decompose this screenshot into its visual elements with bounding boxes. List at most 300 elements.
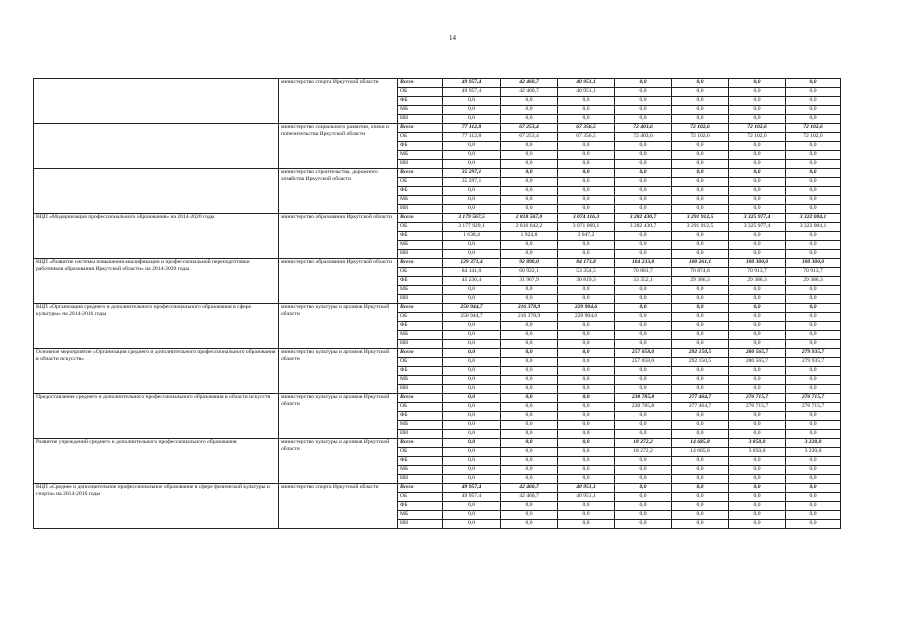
amount-cell: 0,0 bbox=[615, 295, 672, 304]
amount-cell: 0,0 bbox=[443, 97, 501, 106]
amount-cell: 3 282 430,7 bbox=[615, 214, 672, 223]
amount-cell: 0,0 bbox=[729, 295, 786, 304]
funding-source-cell: ОБ bbox=[398, 268, 443, 277]
amount-cell: 0,0 bbox=[672, 250, 729, 259]
amount-cell: 3 325 977,4 bbox=[729, 223, 786, 232]
amount-cell: 0,0 bbox=[558, 502, 615, 511]
amount-cell: 238 785,8 bbox=[615, 403, 672, 412]
funding-source-cell: ОБ bbox=[398, 223, 443, 232]
amount-cell: 0,0 bbox=[443, 331, 501, 340]
amount-cell: 72 102,6 bbox=[786, 133, 841, 142]
amount-cell: 0,0 bbox=[672, 475, 729, 484]
amount-cell: 0,0 bbox=[672, 304, 729, 313]
amount-cell: 0,0 bbox=[501, 448, 558, 457]
table-row bbox=[34, 304, 841, 313]
funding-source-cell: ОБ bbox=[398, 133, 443, 142]
funding-source-cell: Всего bbox=[398, 169, 443, 178]
program-name-cell: Основное мероприятие «Организация среднего и дополнительного профессионального образования в области искусств» bbox=[34, 349, 279, 394]
amount-cell: 0,0 bbox=[501, 466, 558, 475]
amount-cell: 0,0 bbox=[786, 457, 841, 466]
amount-cell: 0,0 bbox=[729, 484, 786, 493]
amount-cell: 0,0 bbox=[558, 439, 615, 448]
amount-cell: 0,0 bbox=[443, 502, 501, 511]
amount-cell: 0,0 bbox=[615, 502, 672, 511]
amount-cell: 0,0 bbox=[558, 511, 615, 520]
amount-cell: 0,0 bbox=[558, 142, 615, 151]
amount-cell: 0,0 bbox=[501, 475, 558, 484]
amount-cell: 0,0 bbox=[729, 466, 786, 475]
funding-source-cell: МБ bbox=[398, 286, 443, 295]
program-name-cell: ВЦП «Среднее и дополнительное профессиональное образование в сфере физической культуры и спорта» на 2014-2016 годы bbox=[34, 484, 279, 529]
amount-cell: 49 957,4 bbox=[443, 493, 501, 502]
amount-cell: 0,0 bbox=[729, 457, 786, 466]
funding-source-cell: ОБ bbox=[398, 493, 443, 502]
amount-cell: 0,0 bbox=[501, 250, 558, 259]
amount-cell: 0,0 bbox=[672, 205, 729, 214]
amount-cell: 0,0 bbox=[615, 457, 672, 466]
amount-cell: 0,0 bbox=[615, 331, 672, 340]
amount-cell: 100 261,1 bbox=[672, 259, 729, 268]
executor-cell: министерство культуры и архивов Иркутской области bbox=[279, 349, 398, 394]
funding-source-cell: ОБ bbox=[398, 88, 443, 97]
amount-cell: 0,0 bbox=[672, 376, 729, 385]
amount-cell: 0,0 bbox=[729, 421, 786, 430]
amount-cell: 3 074 116,3 bbox=[558, 214, 615, 223]
amount-cell: 0,0 bbox=[558, 457, 615, 466]
amount-cell: 0,0 bbox=[786, 169, 841, 178]
amount-cell: 0,0 bbox=[558, 349, 615, 358]
amount-cell: 0,0 bbox=[558, 466, 615, 475]
amount-cell: 0,0 bbox=[615, 313, 672, 322]
amount-cell: 0,0 bbox=[729, 385, 786, 394]
amount-cell: 0,0 bbox=[443, 439, 501, 448]
amount-cell: 0,0 bbox=[729, 367, 786, 376]
amount-cell: 0,0 bbox=[786, 97, 841, 106]
table-row bbox=[34, 349, 841, 358]
amount-cell: 3 177 929,1 bbox=[443, 223, 501, 232]
amount-cell: 0,0 bbox=[501, 367, 558, 376]
amount-cell: 3 850,0 bbox=[729, 448, 786, 457]
amount-cell: 0,0 bbox=[672, 421, 729, 430]
amount-cell: 42 460,7 bbox=[501, 493, 558, 502]
amount-cell: 0,0 bbox=[729, 322, 786, 331]
amount-cell: 0,0 bbox=[786, 322, 841, 331]
amount-cell: 280 565,7 bbox=[729, 349, 786, 358]
amount-cell: 238 785,8 bbox=[615, 394, 672, 403]
amount-cell: 0,0 bbox=[786, 232, 841, 241]
funding-source-cell: ИИ bbox=[398, 475, 443, 484]
amount-cell: 0,0 bbox=[443, 358, 501, 367]
table-row bbox=[34, 79, 841, 88]
amount-cell: 0,0 bbox=[615, 196, 672, 205]
funding-source-cell: ФБ bbox=[398, 502, 443, 511]
amount-cell: 0,0 bbox=[501, 520, 558, 529]
amount-cell: 0,0 bbox=[558, 106, 615, 115]
amount-cell: 0,0 bbox=[615, 106, 672, 115]
funding-source-cell: ФБ bbox=[398, 457, 443, 466]
amount-cell: 0,0 bbox=[786, 151, 841, 160]
table-row bbox=[34, 169, 841, 178]
amount-cell: 0,0 bbox=[672, 430, 729, 439]
executor-cell: министерство культуры и архивов Иркутской области bbox=[279, 304, 398, 349]
amount-cell: 0,0 bbox=[501, 403, 558, 412]
amount-cell: 0,0 bbox=[558, 169, 615, 178]
amount-cell: 70 881,7 bbox=[615, 268, 672, 277]
amount-cell: 0,0 bbox=[443, 367, 501, 376]
amount-cell: 0,0 bbox=[615, 385, 672, 394]
amount-cell: 14 685,8 bbox=[672, 448, 729, 457]
amount-cell: 0,0 bbox=[501, 196, 558, 205]
amount-cell: 0,0 bbox=[615, 430, 672, 439]
amount-cell: 0,0 bbox=[729, 250, 786, 259]
amount-cell: 29 386,3 bbox=[729, 277, 786, 286]
amount-cell: 0,0 bbox=[615, 484, 672, 493]
amount-cell: 0,0 bbox=[786, 313, 841, 322]
amount-cell: 0,0 bbox=[501, 241, 558, 250]
amount-cell: 0,0 bbox=[729, 97, 786, 106]
amount-cell: 0,0 bbox=[443, 142, 501, 151]
amount-cell: 67 253,4 bbox=[501, 124, 558, 133]
amount-cell: 0,0 bbox=[729, 187, 786, 196]
amount-cell: 0,0 bbox=[443, 160, 501, 169]
amount-cell: 0,0 bbox=[786, 79, 841, 88]
amount-cell: 0,0 bbox=[615, 376, 672, 385]
funding-source-cell: ФБ bbox=[398, 232, 443, 241]
funding-source-cell: МБ bbox=[398, 421, 443, 430]
amount-cell: 0,0 bbox=[501, 169, 558, 178]
amount-cell: 77 112,8 bbox=[443, 124, 501, 133]
amount-cell: 0,0 bbox=[558, 97, 615, 106]
amount-cell: 0,0 bbox=[501, 421, 558, 430]
funding-source-cell: ФБ bbox=[398, 142, 443, 151]
amount-cell: 0,0 bbox=[729, 241, 786, 250]
amount-cell: 0,0 bbox=[501, 187, 558, 196]
amount-cell: 0,0 bbox=[786, 520, 841, 529]
amount-cell: 257 058,0 bbox=[615, 358, 672, 367]
amount-cell: 0,0 bbox=[729, 286, 786, 295]
table-row bbox=[34, 439, 841, 448]
amount-cell: 277 464,7 bbox=[672, 394, 729, 403]
amount-cell: 0,0 bbox=[672, 322, 729, 331]
amount-cell: 276 715,7 bbox=[786, 403, 841, 412]
amount-cell: 0,0 bbox=[558, 430, 615, 439]
program-name-cell: ВЦП «Модернизация профессионального образования» на 2014-2020 годы bbox=[34, 214, 279, 259]
amount-cell: 0,0 bbox=[786, 160, 841, 169]
amount-cell: 3 047,2 bbox=[558, 232, 615, 241]
amount-cell: 70 913,7 bbox=[729, 268, 786, 277]
amount-cell: 0,0 bbox=[672, 340, 729, 349]
amount-cell: 0,0 bbox=[729, 502, 786, 511]
amount-cell: 0,0 bbox=[615, 169, 672, 178]
amount-cell: 0,0 bbox=[672, 106, 729, 115]
amount-cell: 100 300,0 bbox=[729, 259, 786, 268]
amount-cell: 0,0 bbox=[672, 484, 729, 493]
amount-cell: 104 233,8 bbox=[615, 259, 672, 268]
funding-table bbox=[33, 78, 841, 529]
amount-cell: 45 230,4 bbox=[443, 277, 501, 286]
amount-cell: 0,0 bbox=[786, 412, 841, 421]
amount-cell: 18 272,2 bbox=[615, 448, 672, 457]
amount-cell: 277 464,7 bbox=[672, 403, 729, 412]
amount-cell: 0,0 bbox=[729, 430, 786, 439]
amount-cell: 0,0 bbox=[729, 376, 786, 385]
amount-cell: 0,0 bbox=[501, 142, 558, 151]
amount-cell: 0,0 bbox=[672, 187, 729, 196]
amount-cell: 0,0 bbox=[501, 412, 558, 421]
amount-cell: 0,0 bbox=[672, 412, 729, 421]
amount-cell: 0,0 bbox=[558, 376, 615, 385]
funding-source-cell: Всего bbox=[398, 259, 443, 268]
funding-source-cell: ФБ bbox=[398, 412, 443, 421]
table-row bbox=[34, 259, 841, 268]
amount-cell: 72 102,6 bbox=[729, 124, 786, 133]
program-name-cell bbox=[34, 124, 279, 169]
amount-cell: 0,0 bbox=[443, 241, 501, 250]
amount-cell: 0,0 bbox=[729, 142, 786, 151]
amount-cell: 0,0 bbox=[672, 286, 729, 295]
amount-cell: 3 220,0 bbox=[786, 439, 841, 448]
amount-cell: 0,0 bbox=[672, 502, 729, 511]
funding-source-cell: ОБ bbox=[398, 448, 443, 457]
amount-cell: 0,0 bbox=[443, 349, 501, 358]
amount-cell: 0,0 bbox=[729, 331, 786, 340]
amount-cell: 0,0 bbox=[615, 79, 672, 88]
amount-cell: 0,0 bbox=[443, 466, 501, 475]
amount-cell: 3 291 912,5 bbox=[672, 214, 729, 223]
amount-cell: 0,0 bbox=[501, 286, 558, 295]
amount-cell: 0,0 bbox=[786, 331, 841, 340]
amount-cell: 0,0 bbox=[443, 412, 501, 421]
amount-cell: 0,0 bbox=[558, 187, 615, 196]
amount-cell: 3 322 004,1 bbox=[786, 223, 841, 232]
amount-cell: 0,0 bbox=[501, 394, 558, 403]
amount-cell: 0,0 bbox=[443, 187, 501, 196]
amount-cell: 40 951,1 bbox=[558, 79, 615, 88]
amount-cell: 3 071 069,1 bbox=[558, 223, 615, 232]
amount-cell: 0,0 bbox=[615, 520, 672, 529]
amount-cell: 0,0 bbox=[786, 484, 841, 493]
amount-cell: 0,0 bbox=[615, 367, 672, 376]
amount-cell: 0,0 bbox=[729, 475, 786, 484]
amount-cell: 0,0 bbox=[558, 358, 615, 367]
amount-cell: 72 102,6 bbox=[786, 124, 841, 133]
amount-cell: 72 403,6 bbox=[615, 124, 672, 133]
amount-cell: 0,0 bbox=[615, 142, 672, 151]
amount-cell: 0,0 bbox=[672, 151, 729, 160]
amount-cell: 0,0 bbox=[729, 205, 786, 214]
amount-cell: 0,0 bbox=[615, 304, 672, 313]
amount-cell: 0,0 bbox=[729, 313, 786, 322]
amount-cell: 0,0 bbox=[443, 151, 501, 160]
amount-cell: 0,0 bbox=[501, 430, 558, 439]
amount-cell: 0,0 bbox=[672, 196, 729, 205]
funding-source-cell: ИИ bbox=[398, 340, 443, 349]
amount-cell: 0,0 bbox=[443, 475, 501, 484]
amount-cell: 0,0 bbox=[558, 403, 615, 412]
amount-cell: 30 819,3 bbox=[558, 277, 615, 286]
amount-cell: 0,0 bbox=[558, 241, 615, 250]
amount-cell: 0,0 bbox=[786, 106, 841, 115]
amount-cell: 0,0 bbox=[443, 106, 501, 115]
amount-cell: 0,0 bbox=[729, 106, 786, 115]
amount-cell: 0,0 bbox=[558, 367, 615, 376]
amount-cell: 0,0 bbox=[672, 313, 729, 322]
funding-source-cell: ФБ bbox=[398, 97, 443, 106]
amount-cell: 3 220,0 bbox=[786, 448, 841, 457]
amount-cell: 40 951,1 bbox=[558, 493, 615, 502]
amount-cell: 0,0 bbox=[443, 457, 501, 466]
amount-cell: 0,0 bbox=[443, 250, 501, 259]
funding-source-cell: Всего bbox=[398, 124, 443, 133]
funding-source-cell: ИИ bbox=[398, 385, 443, 394]
amount-cell: 0,0 bbox=[558, 475, 615, 484]
amount-cell: 276 715,7 bbox=[729, 403, 786, 412]
amount-cell: 0,0 bbox=[558, 385, 615, 394]
amount-cell: 67 253,4 bbox=[501, 133, 558, 142]
amount-cell: 42 460,7 bbox=[501, 79, 558, 88]
amount-cell: 216 378,9 bbox=[501, 313, 558, 322]
funding-source-cell: ФБ bbox=[398, 187, 443, 196]
amount-cell: 29 386,3 bbox=[786, 277, 841, 286]
amount-cell: 229 904,6 bbox=[558, 313, 615, 322]
amount-cell: 0,0 bbox=[786, 367, 841, 376]
amount-cell: 0,0 bbox=[615, 205, 672, 214]
amount-cell: 0,0 bbox=[786, 493, 841, 502]
amount-cell: 0,0 bbox=[558, 340, 615, 349]
amount-cell: 0,0 bbox=[443, 376, 501, 385]
amount-cell: 3 325 977,4 bbox=[729, 214, 786, 223]
amount-cell: 42 460,7 bbox=[501, 484, 558, 493]
amount-cell: 0,0 bbox=[443, 286, 501, 295]
executor-cell: министерство образования Иркутской области bbox=[279, 214, 398, 259]
amount-cell: 70 874,8 bbox=[672, 268, 729, 277]
amount-cell: 229 904,6 bbox=[558, 304, 615, 313]
amount-cell: 292 150,5 bbox=[672, 358, 729, 367]
amount-cell: 0,0 bbox=[501, 385, 558, 394]
amount-cell: 276 715,7 bbox=[786, 394, 841, 403]
amount-cell: 0,0 bbox=[672, 241, 729, 250]
amount-cell: 0,0 bbox=[443, 421, 501, 430]
funding-source-cell: Всего bbox=[398, 304, 443, 313]
amount-cell: 40 951,1 bbox=[558, 88, 615, 97]
amount-cell: 0,0 bbox=[558, 178, 615, 187]
amount-cell: 0,0 bbox=[443, 430, 501, 439]
amount-cell: 1 638,4 bbox=[443, 232, 501, 241]
amount-cell: 0,0 bbox=[558, 331, 615, 340]
amount-cell: 0,0 bbox=[501, 151, 558, 160]
amount-cell: 0,0 bbox=[672, 88, 729, 97]
amount-cell: 0,0 bbox=[501, 358, 558, 367]
amount-cell: 0,0 bbox=[672, 511, 729, 520]
executor-cell: министерство образования Иркутской области bbox=[279, 259, 398, 304]
amount-cell: 0,0 bbox=[501, 295, 558, 304]
amount-cell: 0,0 bbox=[615, 412, 672, 421]
amount-cell: 31 967,9 bbox=[501, 277, 558, 286]
amount-cell: 49 957,4 bbox=[443, 484, 501, 493]
amount-cell: 0,0 bbox=[558, 520, 615, 529]
amount-cell: 216 378,9 bbox=[501, 304, 558, 313]
executor-cell: министерство спорта Иркутской области bbox=[279, 484, 398, 529]
amount-cell: 0,0 bbox=[786, 115, 841, 124]
amount-cell: 0,0 bbox=[729, 115, 786, 124]
amount-cell: 0,0 bbox=[672, 97, 729, 106]
amount-cell: 2 818 567,0 bbox=[501, 214, 558, 223]
amount-cell: 0,0 bbox=[786, 187, 841, 196]
amount-cell: 0,0 bbox=[729, 79, 786, 88]
amount-cell: 0,0 bbox=[672, 367, 729, 376]
program-name-cell bbox=[34, 169, 279, 214]
amount-cell: 0,0 bbox=[729, 493, 786, 502]
funding-source-cell: ОБ bbox=[398, 313, 443, 322]
amount-cell: 0,0 bbox=[615, 421, 672, 430]
amount-cell: 0,0 bbox=[786, 376, 841, 385]
amount-cell: 0,0 bbox=[615, 115, 672, 124]
amount-cell: 0,0 bbox=[672, 160, 729, 169]
amount-cell: 0,0 bbox=[615, 151, 672, 160]
amount-cell: 0,0 bbox=[501, 331, 558, 340]
amount-cell: 0,0 bbox=[558, 412, 615, 421]
amount-cell: 0,0 bbox=[501, 205, 558, 214]
amount-cell: 0,0 bbox=[558, 151, 615, 160]
program-name-cell: Развитие учреждений среднего и дополнительного профессионального образования bbox=[34, 439, 279, 484]
amount-cell: 0,0 bbox=[672, 493, 729, 502]
amount-cell: 0,0 bbox=[501, 376, 558, 385]
funding-source-cell: ИИ bbox=[398, 160, 443, 169]
amount-cell: 77 112,8 bbox=[443, 133, 501, 142]
amount-cell: 250 944,7 bbox=[443, 304, 501, 313]
amount-cell: 0,0 bbox=[615, 232, 672, 241]
executor-cell: министерство строительства, дорожного хозяйства Иркутской области bbox=[279, 169, 398, 214]
amount-cell: 1 924,8 bbox=[501, 232, 558, 241]
amount-cell: 0,0 bbox=[672, 457, 729, 466]
funding-source-cell: МБ bbox=[398, 511, 443, 520]
amount-cell: 0,0 bbox=[501, 502, 558, 511]
table-row bbox=[34, 124, 841, 133]
amount-cell: 0,0 bbox=[443, 448, 501, 457]
amount-cell: 0,0 bbox=[615, 187, 672, 196]
amount-cell: 0,0 bbox=[786, 385, 841, 394]
amount-cell: 0,0 bbox=[558, 160, 615, 169]
amount-cell: 49 957,4 bbox=[443, 88, 501, 97]
amount-cell: 0,0 bbox=[672, 142, 729, 151]
executor-cell: министерство культуры и архивов Иркутской области bbox=[279, 394, 398, 439]
funding-source-cell: МБ bbox=[398, 106, 443, 115]
amount-cell: 0,0 bbox=[443, 403, 501, 412]
amount-cell: 0,0 bbox=[615, 160, 672, 169]
amount-cell: 0,0 bbox=[501, 106, 558, 115]
program-name-cell: Предоставление среднего и дополнительного профессионального образования в области искусств bbox=[34, 394, 279, 439]
amount-cell: 0,0 bbox=[729, 88, 786, 97]
amount-cell: 0,0 bbox=[729, 511, 786, 520]
amount-cell: 0,0 bbox=[786, 88, 841, 97]
executor-cell: министерство спорта Иркутской области bbox=[279, 79, 398, 124]
amount-cell: 0,0 bbox=[501, 439, 558, 448]
funding-source-cell: МБ bbox=[398, 376, 443, 385]
amount-cell: 72 102,6 bbox=[672, 133, 729, 142]
amount-cell: 0,0 bbox=[443, 295, 501, 304]
amount-cell: 276 715,7 bbox=[729, 394, 786, 403]
amount-cell: 0,0 bbox=[501, 97, 558, 106]
funding-source-cell: ИИ bbox=[398, 520, 443, 529]
funding-source-cell: ИИ bbox=[398, 430, 443, 439]
amount-cell: 0,0 bbox=[672, 466, 729, 475]
amount-cell: 0,0 bbox=[786, 475, 841, 484]
amount-cell: 0,0 bbox=[443, 115, 501, 124]
funding-source-cell: ИИ bbox=[398, 115, 443, 124]
amount-cell: 3 282 430,7 bbox=[615, 223, 672, 232]
amount-cell: 0,0 bbox=[558, 448, 615, 457]
amount-cell: 0,0 bbox=[443, 520, 501, 529]
